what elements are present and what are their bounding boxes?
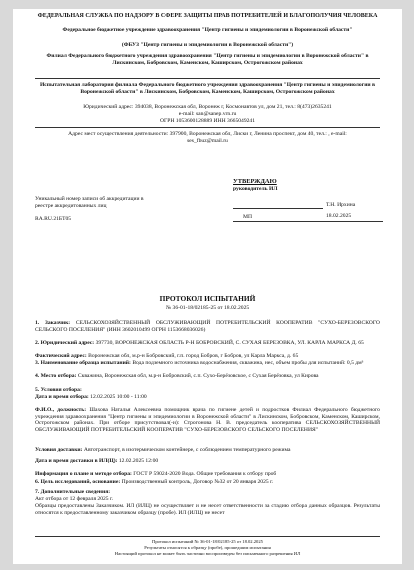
item-sampling-method-label: Информация о плане и методе отбора: (35, 471, 132, 477)
item-delivery-datetime (35, 458, 380, 465)
approval-title: УТВЕРЖДАЮ (233, 178, 277, 185)
item-actual-address (35, 353, 380, 360)
item-sample-name-label: 3. Наименование образца испытаний: (35, 360, 131, 366)
item-disclaimer: Образцы предоставлены Заказчиком. ИЛ (ИЛЦ) не осуществляет и не несет ответственности за стадию отбора данных образцов. Результаты относятся к предоставленному заказчиком образцу (пробе). ИЛ (ИЛЦ) не несет (35, 503, 380, 516)
institution-abbr: (ФБУЗ "Центр гигиены и эпидемиологии в Воронежской области") (121, 42, 294, 48)
branch-name: Филиал Федерального бюджетного учреждения здравоохранения "Центр гигиены и эпидемиологии в Воронежской области" в Лискинском, Бобровском, Каменском, Каширском, Острогожском районах (46, 53, 369, 66)
item-sampling-method (35, 471, 380, 478)
date-line (233, 221, 383, 222)
item-sampling-place-value: Скважина, Воронежская обл, м.р-н Бобровский, с.п. Сухо-Берёзовское, с Сухая Берёзовка, ул Кирова (77, 373, 319, 379)
activity-email: ses_fbuz@mail.ru (187, 138, 228, 144)
item-sample-name (35, 360, 380, 367)
footer-line-2: Результаты относятся к образцу (пробе), прошедшим испытания (144, 545, 271, 550)
accreditation-number: RA.RU.21БТ05 (35, 216, 72, 222)
item-additional-info-label: 7. Дополнительные сведения: (35, 489, 111, 495)
item-sampling-method-value: ГОСТ Р 59024-2020 Вода. Общие требования к отбору проб (133, 471, 277, 477)
item-sampler-value: Шахова Наталья Алексеевна помощник врача по гигиене детей и подростков Филиал Федерального бюджетного учреждения здравоохранения "Центр гигиены и эпидемиологии в Воронежской области" в Лискинском, Бобровском, Каменском, Каширском, Острогожском районах. При отборе присутствовал(-и): Строгонова Н. В. председатель кооператива СЕЛЬСКОХОЗЯЙСТВЕННЫЙ ОБСЛУЖИВАЮЩИЙ ПОТРЕБИТЕЛЬСКИЙ КООПЕРАТИВ "СУХО-БЕРЕЗОВСКОГО СЕЛЬСКОГО ПОСЕЛЕНИЯ" (35, 407, 380, 433)
document-page (13, 9, 402, 564)
protocol-number: № 36-01-18/02185-25 от 18.02.2025 (165, 305, 250, 311)
item-sampling-datetime-label: Дата и время отбора: (35, 394, 89, 400)
item-delivery-conditions-value: Автотранспорт, в изотермическом контейнере, с соблюдением температурного режима (83, 447, 291, 453)
item-sampling-datetime (35, 394, 380, 401)
item-customer (35, 320, 380, 333)
item-legal-address (35, 340, 380, 347)
agency-title: ФЕДЕРАЛЬНАЯ СЛУЖБА ПО НАДЗОРУ В СФЕРЕ ЗАЩИТЫ ПРАВ ПОТРЕБИТЕЛЕЙ И БЛАГОПОЛУЧИЯ ЧЕЛОВЕКА (37, 13, 378, 19)
item-research-goal-value: Производственный контроль, Договор №32 от 20 января 2025 г. (121, 479, 274, 485)
footer-line-3: Настоящий протокол не может быть частично воспроизведен без письменного разрешения ИЛ (114, 551, 301, 556)
item-delivery-conditions (35, 447, 380, 454)
activity-address: Адрес мест осуществления деятельности: 397900, Воронежская обл, Лиски г, Ленина проспект, дом 40, тел.: , e-mail: (68, 131, 347, 137)
header-divider (35, 78, 380, 79)
approval-role: руководитель ИЛ (233, 186, 278, 192)
signature-line (233, 208, 323, 209)
item-actual-address-value: Воронежская обл, м.р-н Бобровский, г.п. город Бобров, г Бобров, ул Карла Маркса, д. 65 (88, 353, 299, 359)
approver-name: Т.Н. Ирхина (326, 202, 356, 208)
header-divider-2 (35, 127, 380, 128)
item-sampling-conditions (35, 387, 380, 394)
email-line: e-mail: san@sanep.vrn.ru (178, 111, 237, 117)
item-research-goal (35, 479, 380, 486)
item-sample-name-value: Вода подземного источника водоснабжения, скважина, нес, объем пробы для испытаний: 0,5 дм³ (132, 360, 364, 366)
item-actual-address-label: Фактический адрес: (35, 353, 87, 359)
institution-name: Федеральное бюджетное учреждение здравоохранения "Центр гигиены и эпидемиологии в Воронежской области" (62, 27, 353, 33)
item-research-goal-label: 6. Цель исследований, основание: (35, 479, 121, 485)
item-legal-address-value: 397730, ВОРОНЕЖСКАЯ ОБЛАСТЬ Р-Н БОБРОВСКИЙ, С. СУХАЯ БЕРЕЗОВКА, УЛ. КАРЛА МАРКСА Д. 65 (95, 340, 364, 346)
item-delivery-datetime-label: Дата и время доставки в ИЛ(Ц): (35, 458, 118, 464)
item-sampler (35, 407, 380, 433)
item-act: Акт отбора от 12 февраля 2025 г. (35, 496, 114, 502)
item-sampling-datetime-value: 12.02.2025 10:00 - 11:00 (90, 394, 147, 400)
item-sampling-conditions-label: 5. Условия отбора: (35, 387, 82, 393)
approval-date: 18.02.2025 (326, 213, 352, 219)
laboratory-name: Испытательная лаборатория филиала Федерального бюджетного учреждения здравоохранения "Центр гигиены и эпидемиологии в Воронежской области" в Лискинском, Бобровском, Каменском, Каширском, Острогожском районах (39, 82, 376, 95)
footer-line-1: Протокол испытаний № 36-01-18/02185-25 от 18.02.2025 (152, 539, 263, 544)
item-sampler-label: Ф.И.О., должность: (35, 407, 87, 413)
ogrn-line: ОГРН 1053600128889 ИНН 3665049241 (159, 118, 256, 124)
protocol-title: ПРОТОКОЛ ИСПЫТАНИЙ (159, 294, 256, 303)
item-customer-value: СЕЛЬСКОХОЗЯЙСТВЕННЫЙ ОБСЛУЖИВАЮЩИЙ ПОТРЕБИТЕЛЬСКИЙ КООПЕРАТИВ "СУХО-БЕРЕЗОВСКОГО СЕЛЬСКОГО ПОСЕЛЕНИЯ" (ИНН 3602010499 ОГРН 1153668036026) (35, 320, 380, 333)
item-sampling-place-label: 4. Место отбора: (35, 373, 77, 379)
footer-divider (35, 536, 380, 537)
item-additional-info (35, 489, 380, 496)
item-delivery-conditions-label: Условия доставки: (35, 447, 83, 453)
item-legal-address-label: 2. Юридический адрес: (35, 340, 95, 346)
seal-label: МП (243, 214, 253, 220)
item-delivery-datetime-value: 12.02.2025 12:00 (118, 458, 159, 464)
item-customer-label: 1. Заказчик: (35, 320, 71, 326)
item-sampling-place (35, 373, 380, 380)
legal-address: Юридический адрес: 394038, Воронежская обл, Воронеж г, Космонавтов ул, дом 21, тел.: 8(473)2635241 (83, 104, 332, 110)
accreditation-label: Уникальный номер записи об аккредитации в реестре аккредитованных лиц (35, 196, 144, 209)
